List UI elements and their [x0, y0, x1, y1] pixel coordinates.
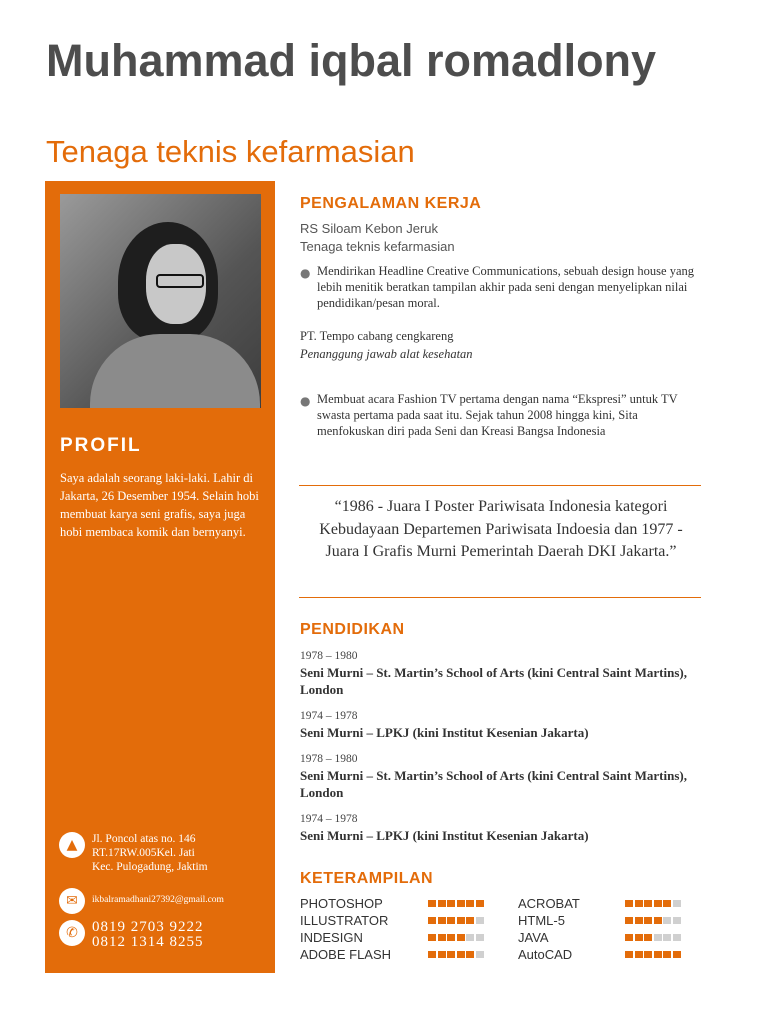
divider [299, 597, 701, 598]
skill-level-empty [654, 934, 662, 941]
skill-level-filled [438, 934, 446, 941]
skill-level-filled [447, 951, 455, 958]
skill-level-empty [663, 934, 671, 941]
education-heading: PENDIDIKAN [300, 621, 405, 638]
email-text[interactable]: ikbalramadhani27392@gmail.com [92, 895, 224, 905]
skill-level-filled [457, 934, 465, 941]
skill-level-filled [644, 900, 652, 907]
skill-level-empty [476, 917, 484, 924]
skill-name: ADOBE FLASH [300, 947, 392, 962]
address-line: Kec. Pulogadung, Jaktim [92, 861, 208, 873]
email-icon: ✉ [59, 888, 85, 914]
address-block [59, 832, 271, 878]
skill-level-filled [457, 917, 465, 924]
skill-level-filled [644, 917, 652, 924]
skill-level-bar [625, 951, 682, 958]
skill-level-empty [466, 934, 474, 941]
skill-level-filled [654, 900, 662, 907]
location-icon: ▲ [59, 832, 85, 858]
education-item: 1978 – 1980 Seni Murni – St. Martin’s School of Arts (kini Central Saint Martins), London [300, 753, 687, 800]
skill-name: PHOTOSHOP [300, 896, 383, 911]
skill-level-filled [625, 951, 633, 958]
skill-level-bar [428, 951, 485, 958]
skill-level-filled [428, 934, 436, 941]
skill-level-filled [438, 951, 446, 958]
skill-level-empty [673, 917, 681, 924]
profile-text: Saya adalah seorang laki-laki. Lahir di Jakarta, 26 Desember 1954. Selain hobi membuat karya seni grafis, saya juga hobi membaca komik dan bernyanyi. [60, 471, 259, 539]
profile-photo [60, 194, 261, 408]
skill-level-filled [447, 900, 455, 907]
skill-level-filled [447, 934, 455, 941]
skill-level-filled [457, 900, 465, 907]
skill-level-filled [673, 951, 681, 958]
job-company: PT. Tempo cabang cengkareng [300, 329, 454, 343]
sidebar [45, 181, 275, 973]
address-line: RT.17RW.005Kel. Jati [92, 847, 195, 859]
skill-level-filled [644, 934, 652, 941]
skill-level-filled [438, 900, 446, 907]
skill-name: JAVA [518, 930, 549, 945]
education-item: 1974 – 1978 Seni Murni – LPKJ (kini Institut Kesenian Jakarta) [300, 710, 589, 740]
skill-level-bar [625, 917, 682, 924]
skill-level-filled [447, 917, 455, 924]
skill-level-filled [476, 900, 484, 907]
skill-level-filled [654, 917, 662, 924]
skill-level-bar [625, 900, 682, 907]
skill-level-bar [428, 934, 485, 941]
skill-level-filled [466, 917, 474, 924]
skill-level-empty [663, 917, 671, 924]
skill-level-empty [476, 934, 484, 941]
skill-level-filled [635, 951, 643, 958]
profile-heading: PROFIL [60, 435, 142, 456]
job-bullet: ● Mendirikan Headline Creative Communications, sebuah design house yang lebih menitik beratkan tampilan akhir pada seni dengan menyelipkan nilai pendidikan/pesan moral. [300, 264, 694, 310]
job-position: Tenaga teknis kefarmasian [300, 239, 455, 254]
skill-name: ACROBAT [518, 896, 580, 911]
skill-level-bar [428, 917, 485, 924]
phone-block [59, 920, 271, 952]
skill-level-filled [428, 917, 436, 924]
skill-level-filled [635, 900, 643, 907]
email-block [59, 888, 271, 916]
skill-level-filled [625, 917, 633, 924]
skill-level-empty [673, 934, 681, 941]
job-bullet: ● Membuat acara Fashion TV pertama dengan nama “Ekspresi” untuk TV swasta pertama pada saat itu. Sejak tahun 2008 hingga kini, Sita menfokuskan diri pada Seni dan Kreasi Bangsa Indonesia [300, 392, 678, 438]
skill-level-filled [625, 934, 633, 941]
skills-heading: KETERAMPILAN [300, 870, 434, 887]
skill-level-filled [663, 900, 671, 907]
candidate-name: Muhammad iqbal romadlony [46, 35, 657, 86]
skill-level-filled [654, 951, 662, 958]
job-company: RS Siloam Kebon Jeruk [300, 221, 439, 236]
phone-number[interactable]: 0812 1314 8255 [92, 934, 204, 950]
skill-level-filled [625, 900, 633, 907]
quote-text: “1986 - Juara I Poster Pariwisata Indonesia kategori Kebudayaan Departemen Pariwisata Indoesia dan 1977 - Juara I Grafis Murni Pemerintah Daerah DKI Jakarta.” [319, 498, 683, 560]
skill-level-filled [428, 951, 436, 958]
education-item: 1974 – 1978 Seni Murni – LPKJ (kini Institut Kesenian Jakarta) [300, 813, 589, 843]
divider [299, 485, 701, 486]
skill-level-filled [635, 934, 643, 941]
phone-number[interactable]: 0819 2703 9222 [92, 919, 204, 935]
skill-name: HTML-5 [518, 913, 565, 928]
job-title: Tenaga teknis kefarmasian [46, 134, 415, 169]
skill-level-empty [673, 900, 681, 907]
phone-icon: ✆ [59, 920, 85, 946]
skill-level-filled [663, 951, 671, 958]
skill-level-bar [428, 900, 485, 907]
skill-level-filled [644, 951, 652, 958]
skill-level-filled [635, 917, 643, 924]
skill-name: AutoCAD [518, 947, 573, 962]
skill-name: ILLUSTRATOR [300, 913, 389, 928]
experience-heading: PENGALAMAN KERJA [300, 195, 482, 212]
skill-name: INDESIGN [300, 930, 363, 945]
skill-level-filled [428, 900, 436, 907]
education-item: 1978 – 1980 Seni Murni – St. Martin’s School of Arts (kini Central Saint Martins), London [300, 650, 687, 697]
skill-level-filled [457, 951, 465, 958]
skill-level-filled [466, 951, 474, 958]
skill-level-filled [438, 917, 446, 924]
address-line: Jl. Poncol atas no. 146 [92, 833, 196, 845]
skill-level-empty [476, 951, 484, 958]
skill-level-bar [625, 934, 682, 941]
skill-level-filled [466, 900, 474, 907]
job-position: Penanggung jawab alat kesehatan [300, 347, 473, 361]
